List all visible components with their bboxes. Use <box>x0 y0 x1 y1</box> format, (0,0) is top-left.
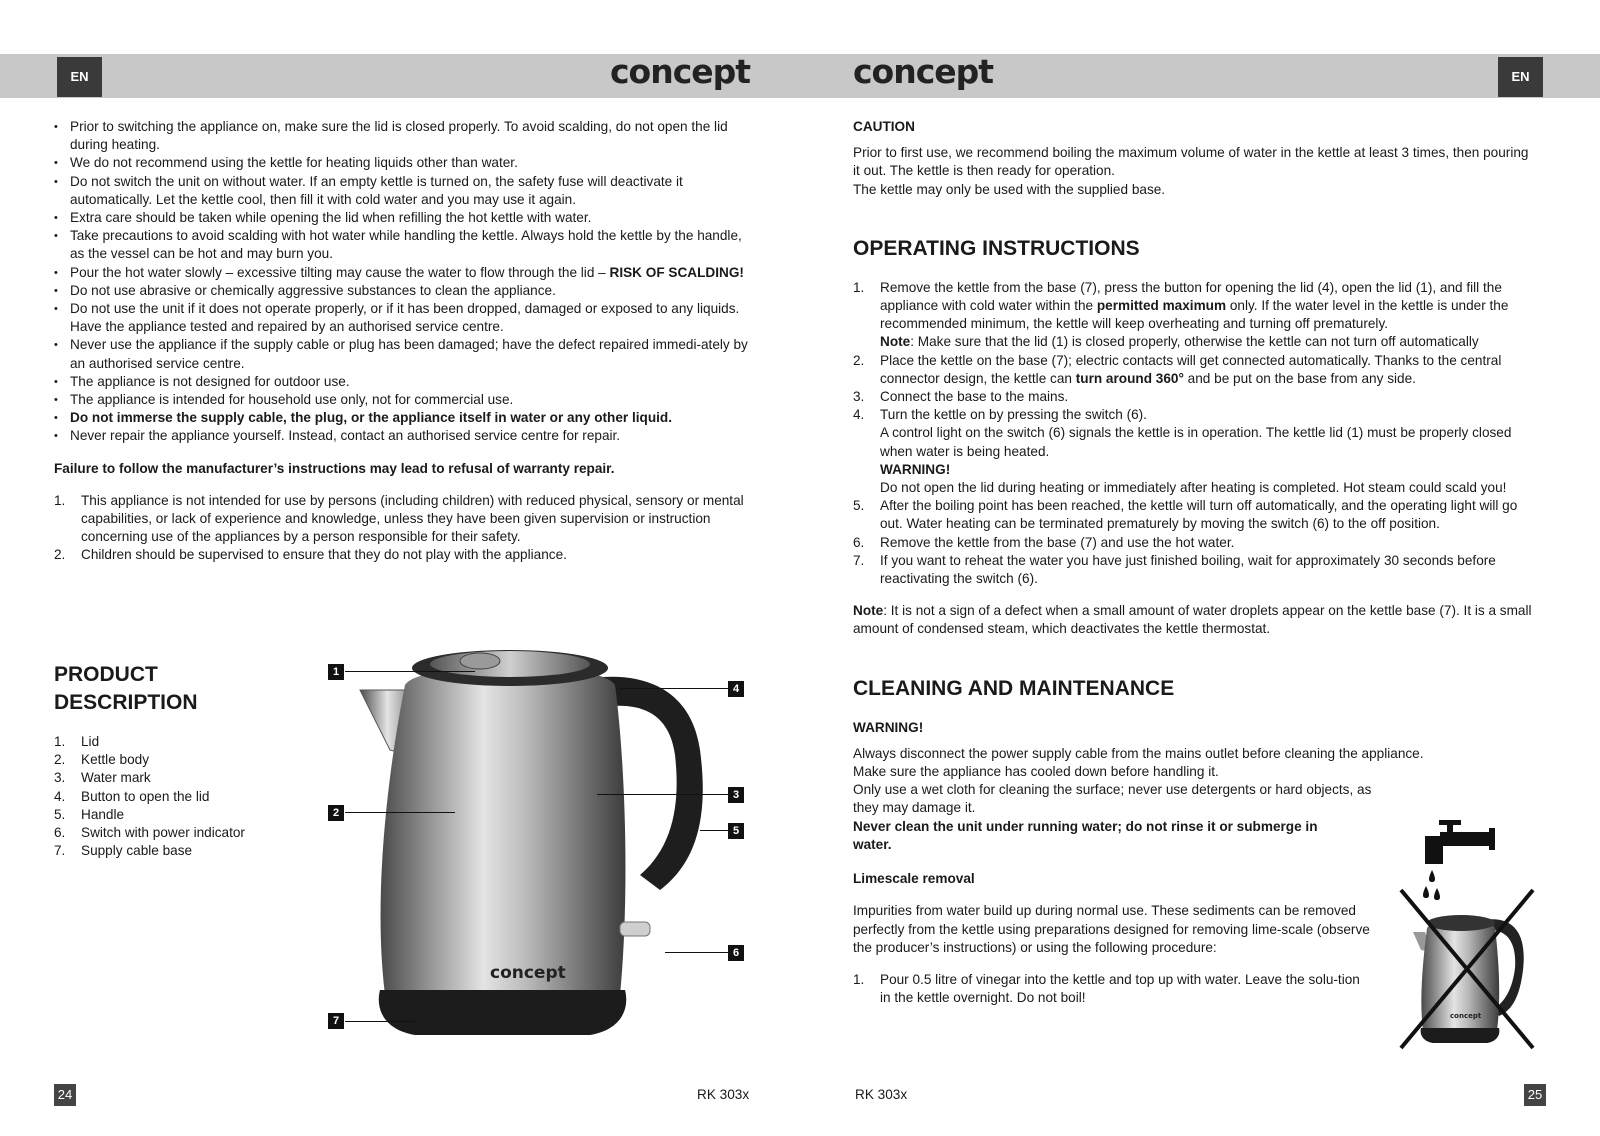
language-badge-right: EN <box>1498 57 1543 97</box>
safety-bullet-item: • Pour the hot water slowly – excessive tilting may cause the water to flow through the lid – RISK OF SCALDING! <box>54 264 754 282</box>
safety-bullet-item: • Never repair the appliance yourself. Instead, contact an authorised service centre for repair. <box>54 427 754 445</box>
numbered-safety-item: 1. This appliance is not intended for use by persons (including children) with reduced physical, sensory or mental capabilities, or lack of experience and knowledge, unless they have been given supervision or instruction concerning use of the appliances by a person responsible for their safety. <box>54 492 744 545</box>
callout-line-1 <box>345 671 475 672</box>
callout-line-7 <box>345 1021 415 1022</box>
safety-bullet-item: • Take precautions to avoid scalding with hot water while handling the kettle. Always hold the kettle by the handle, as the vessel can be hot and may burn you. <box>54 227 754 263</box>
limescale-text: Impurities from water build up during normal use. These sediments can be removed perfectly from the kettle using preparations designed for removing lime-scale (observe the producer’s instructions) or using the following procedure: <box>853 903 1370 955</box>
part-item: 6. Switch with power indicator <box>54 825 245 841</box>
operating-step-2: 2. Place the kettle on the base (7); electric contacts will get connected automatically. Thanks to the central connector design, the kettle can turn around 360° and be put on the base from any side. <box>853 352 1502 386</box>
kettle-illustration <box>330 640 750 1060</box>
part-item: 7. Supply cable base <box>54 843 193 859</box>
cleaning-warning: WARNING! <box>853 719 924 735</box>
callout-7: 7 <box>328 1013 344 1029</box>
safety-bullet-item: • Never use the appliance if the supply cable or plug has been damaged; have the defect repaired immedi-ately by an authorised service centre. <box>54 336 754 372</box>
small-kettle-brand: concept <box>1450 1012 1482 1020</box>
no-running-water-icon <box>1395 820 1545 1060</box>
part-item: 3. Water mark <box>54 770 151 786</box>
safety-bullet-list <box>54 118 754 446</box>
numbered-safety-list <box>54 492 754 565</box>
parts-list <box>54 733 314 860</box>
cleaning-text-block <box>853 745 1453 854</box>
cleaning-line-1: Always disconnect the power supply cable from the mains outlet before cleaning the appliance. <box>853 745 1424 761</box>
limescale-step-1: 1. Pour 0.5 litre of vinegar into the kettle and top up with water. Leave the solu-tion in the kettle overnight. Do not boil! <box>853 971 1360 1006</box>
safety-bullet-item: • Extra care should be taken while opening the lid when refilling the hot kettle with water. <box>54 209 754 227</box>
safety-bullet-item: • We do not recommend using the kettle for heating liquids other than water. <box>54 154 754 172</box>
operating-instructions-title: OPERATING INSTRUCTIONS <box>853 236 1140 260</box>
model-number-right: RK 303x <box>855 1087 908 1102</box>
part-item: 2. Kettle body <box>54 752 150 768</box>
cleaning-line-4: Never clean the unit under running water; do not rinse it or submerge in water. <box>853 818 1318 852</box>
operating-step-5: 5. After the boiling point has been reached, the kettle will turn off automatically, and the operating light will go out. Water heating can be terminated prematurely by moving the switch (6) to the off position. <box>853 498 1518 532</box>
callout-line-3 <box>597 794 732 795</box>
product-title-line-1: PRODUCT <box>54 663 158 686</box>
limescale-title: Limescale removal <box>853 871 975 887</box>
callout-line-4 <box>620 688 732 689</box>
safety-bullet-item: • The appliance is intended for household use only, not for commercial use. <box>54 391 754 409</box>
callout-4: 4 <box>728 681 744 697</box>
safety-bullet-item: • Do not use abrasive or chemically aggressive substances to clean the appliance. <box>54 282 754 300</box>
operating-step-3: 3. Connect the base to the mains. <box>853 389 1069 405</box>
product-title-line-2: DESCRIPTION <box>54 691 198 714</box>
page-number-left: 24 <box>54 1084 76 1106</box>
model-number-left: RK 303x <box>697 1087 750 1102</box>
product-description-section <box>54 661 314 860</box>
condensation-note: Note: It is not a sign of a defect when a small amount of water droplets appear on the kettle base (7). It is a small amount of condensed steam, which deactivates the kettle thermostat. <box>853 603 1532 637</box>
operating-step-7: 7. If you want to reheat the water you have just finished boiling, wait for approximately 30 seconds before reactivating the switch (6). <box>853 552 1496 587</box>
operating-step-1: 1. Remove the kettle from the base (7), press the button for opening the lid (4), open the lid (1), and fill the appliance with cold water within the permitted maximum only. If the water level in the kettle is under the recommended minimum, the kettle will keep overheating and turning off prematurely. Note: Make sure that the lid (1) is closed properly, otherwise the kettle can not turn off automatically <box>853 279 1509 350</box>
part-item: 1. Lid <box>54 734 100 749</box>
safety-bullet-item: • Prior to switching the appliance on, make sure the lid is closed properly. To avoid scalding, do not open the lid during heating. <box>54 118 754 154</box>
safety-bullet-item: • Do not use the unit if it does not operate properly, or if it has been dropped, damaged or exposed to any liquids. Have the appliance tested and repaired by an authorised service centre. <box>54 300 754 336</box>
left-page <box>54 118 754 565</box>
page-number-right: 25 <box>1524 1084 1546 1106</box>
cleaning-line-3: Only use a wet cloth for cleaning the surface; never use detergents or hard objects, as they may damage it. <box>853 782 1372 816</box>
callout-6: 6 <box>728 945 744 961</box>
caution-text-2: The kettle may only be used with the supplied base. <box>853 181 1166 197</box>
safety-bullet-item: • Do not switch the unit on without water. If an empty kettle is turned on, the safety fuse will deactivate it automatically. Let the kettle cool, then fill it with cold water and you may use it again. <box>54 173 754 209</box>
caution-text-1: Prior to first use, we recommend boiling the maximum volume of water in the kettle at least 3 times, then pouring it out. The kettle is then ready for operation. <box>853 145 1529 179</box>
kettle-brand-mark: concept <box>490 963 566 983</box>
caution-title: CAUTION <box>853 119 915 134</box>
numbered-safety-item: 2. Children should be supervised to ensure that they do not play with the appliance. <box>54 547 567 563</box>
safety-bullet-item: • Do not immerse the supply cable, the plug, or the appliance itself in water or any other liquid. <box>54 409 754 427</box>
operating-step-4: 4. Turn the kettle on by pressing the switch (6). A control light on the switch (6) signals the kettle is in operation. The kettle lid (1) must be properly closed when water is being heated. WARNING! Do not open the lid during heating or immediately after heating is completed. Hot steam could scald you! <box>853 407 1512 496</box>
language-badge-left: EN <box>57 57 102 97</box>
part-item: 4. Button to open the lid <box>54 788 210 804</box>
brand-logo-right: concept <box>853 52 994 91</box>
callout-2: 2 <box>328 805 344 821</box>
operating-step-6: 6. Remove the kettle from the base (7) and use the hot water. <box>853 534 1235 550</box>
safety-bullet-item: • The appliance is not designed for outdoor use. <box>54 373 754 391</box>
warranty-warning: Failure to follow the manufacturer’s instructions may lead to refusal of warranty repair. <box>54 460 615 476</box>
callout-5: 5 <box>728 823 744 839</box>
callout-line-2 <box>345 812 455 813</box>
callout-1: 1 <box>328 664 344 680</box>
part-item: 5. Handle <box>54 806 125 822</box>
brand-logo-left: concept <box>610 52 751 91</box>
cleaning-line-2: Make sure the appliance has cooled down before handling it. <box>853 764 1219 780</box>
callout-line-6 <box>665 952 732 953</box>
callout-3: 3 <box>728 787 744 803</box>
cleaning-title: CLEANING AND MAINTENANCE <box>853 676 1175 700</box>
operating-steps-list <box>853 279 1533 588</box>
limescale-steps <box>853 971 1373 1007</box>
